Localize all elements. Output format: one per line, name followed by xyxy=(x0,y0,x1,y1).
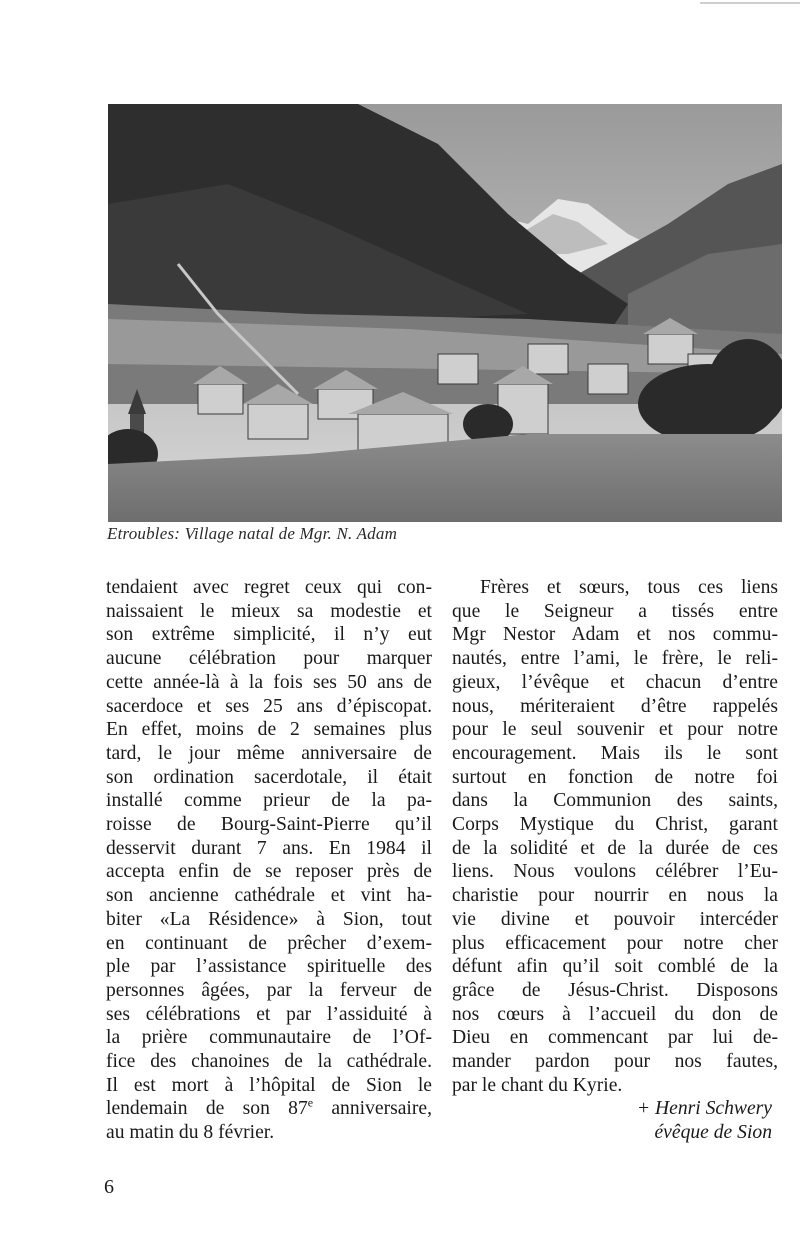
right-column xyxy=(452,576,778,1145)
text-line: fice des chanoines de la cathédrale. xyxy=(106,1051,432,1073)
text-line: pour le seul souvenir et pour notre xyxy=(452,719,778,741)
mountain-village-photo-icon xyxy=(108,104,782,522)
text-line: son extrême simplicité, il n’y eut xyxy=(106,624,432,646)
text-line: En effet, moins de 2 semaines plus xyxy=(106,719,432,741)
text-line: personnes âgées, par la ferveur de xyxy=(106,979,432,1001)
text-line: roisse de Bourg-Saint-Pierre qu’il xyxy=(106,814,432,836)
text-fragment: anniversaire, xyxy=(313,1098,432,1120)
text-line: grâce de Jésus-Christ. Disposons xyxy=(452,979,778,1001)
text-line: Dieu en commencant par lui de- xyxy=(452,1027,778,1049)
text-line: Mgr Nestor Adam et nos commu- xyxy=(452,624,778,646)
text-line: nos cœurs à l’accueil du don de xyxy=(452,1003,778,1025)
text-line: Corps Mystique du Christ, garant xyxy=(452,814,778,836)
text-line: par le chant du Kyrie. xyxy=(452,1074,623,1096)
text-line: au matin du 8 février. xyxy=(106,1122,275,1144)
text-line: nautés, entre l’ami, le frère, le reli- xyxy=(452,648,778,670)
text-line: charistie pour nourrir en nous la xyxy=(452,885,778,907)
text-fragment: lendemain de son 87 xyxy=(106,1098,308,1120)
text-line: tendaient avec regret ceux qui con- xyxy=(106,577,432,598)
text-line: aucune célébration pour marquer xyxy=(106,648,432,670)
text-line: encouragement. Mais ils le sont xyxy=(452,742,778,764)
text-line-ordinal xyxy=(106,1097,432,1121)
signature-title: évêque de Sion xyxy=(654,1122,772,1144)
signature-name: + Henri Schwery xyxy=(636,1098,772,1120)
text-line: mander pardon pour nos fautes, xyxy=(452,1051,778,1073)
text-line: plus efficacement pour notre cher xyxy=(452,932,778,954)
text-line: liens. Nous voulons célébrer l’Eu- xyxy=(452,861,778,883)
village-photo xyxy=(108,104,782,522)
text-line: ses célébrations et par l’assiduité à xyxy=(106,1003,432,1025)
left-column xyxy=(106,576,432,1145)
text-line: installé comme prieur de la pa- xyxy=(106,790,432,812)
photo-caption: Etroubles: Village natal de Mgr. N. Adam xyxy=(107,524,398,543)
text-line: gieux, l’évêque et chacun d’entre xyxy=(452,671,778,693)
text-line: en continuant de prêcher d’exem- xyxy=(106,932,432,954)
text-line: Frères et sœurs, tous ces liens xyxy=(480,577,778,598)
text-line: accepta enfin de se reposer près de xyxy=(106,861,432,883)
text-line: vie divine et pouvoir intercéder xyxy=(452,908,778,930)
text-line: tard, le jour même anniversaire de xyxy=(106,742,432,764)
text-line: dans la Communion des saints, xyxy=(452,790,778,812)
text-line: surtout en fonction de notre foi xyxy=(452,766,778,788)
text-line: que le Seigneur a tissés entre xyxy=(452,600,778,622)
text-line: défunt afin qu’il soit comblé de la xyxy=(452,956,778,978)
text-line: sacerdoce et ses 25 ans d’épiscopat. xyxy=(106,695,432,717)
text-line: de la solidité et de la durée de ces xyxy=(452,837,778,859)
text-line: la prière communautaire de l’Of- xyxy=(106,1027,432,1049)
ordinal-superscript: e xyxy=(307,1095,314,1110)
text-line: naissaient le mieux sa modestie et xyxy=(106,600,432,622)
page-number: 6 xyxy=(104,1176,114,1198)
text-line: son ordination sacerdotale, il était xyxy=(106,766,432,788)
page-edge-rule xyxy=(700,2,800,4)
text-line: cette année-là à la fois ses 50 ans de xyxy=(106,671,432,693)
text-line: biter «La Résidence» à Sion, tout xyxy=(106,908,432,930)
text-line: nous, mériteraient d’être rappelés xyxy=(452,695,778,717)
text-line: ple par l’assistance spirituelle des xyxy=(106,956,432,978)
text-line: Il est mort à l’hôpital de Sion le xyxy=(106,1074,432,1096)
text-line: desservit durant 7 ans. En 1984 il xyxy=(106,837,432,859)
text-line: son ancienne cathédrale et vint ha- xyxy=(106,885,432,907)
